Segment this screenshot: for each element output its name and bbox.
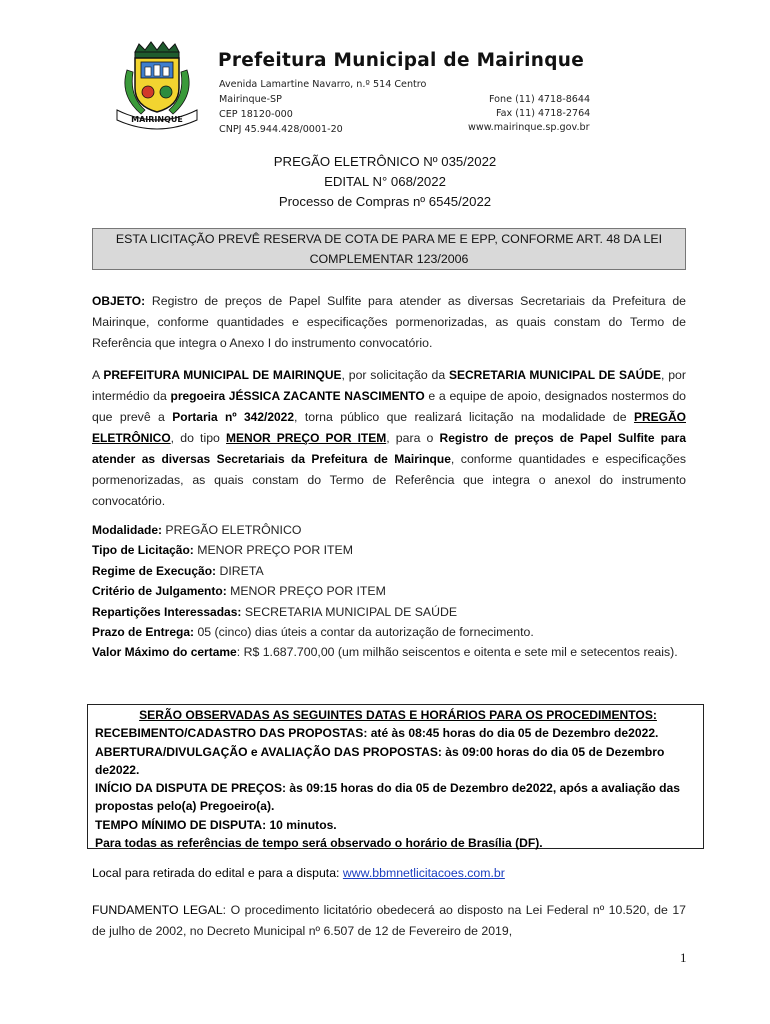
page-number: 1 [680,950,687,965]
modalidade-row [92,520,686,540]
processo-title: Processo de Compras nº 6545/2022 [278,194,492,209]
document-titles [0,152,770,212]
valor-label: Valor Máximo do certame [92,645,237,660]
fundamento-label: FUNDAMENTO LEGAL [92,903,223,917]
modalidade-label: Modalidade: [92,523,163,537]
tipo-value: MENOR PREÇO POR ITEM [193,543,353,558]
modalidade-ref: PREGÃO ELETRÔNICO [92,410,686,445]
intro-text-1: A [92,368,104,382]
prefeitura-name: PREFEITURA MUNICIPAL DE MAIRINQUE [103,368,342,382]
header-phone: Fone (11) 4718-8644 [489,94,591,105]
header-cep: CEP 18120-000 [219,109,293,120]
regime-value: DIRETA [216,563,264,578]
header-website: www.mairinque.sp.gov.br [468,122,590,133]
tipo-ref: MENOR PREÇO POR ITEM [226,431,387,445]
reparticoes-label: Repartições Interessadas: [92,604,242,619]
schedule-line-brasilia: Para todas as referências de tempo será observado o horário de Brasília (DF). [95,836,543,851]
intro-text-3: , por intermédio da [92,368,686,403]
header-cnpj: CNPJ 45.944.428/0001-20 [219,124,343,135]
pregoeira-name: pregoeira JÉSSICA ZACANTE NASCIMENTO [170,389,425,403]
schedule-line-disputa: INÍCIO DA DISPUTA DE PREÇOS: às 09:15 horas do dia 05 de Dezembro de2022, após a avaliação das propostas pelo(a) Pregoeiro(a). [95,781,680,814]
prazo-row [92,622,686,642]
quota-banner [92,228,686,270]
pregao-title: PREGÃO ELETRÔNICO Nº 035/2022 [273,154,497,169]
municipal-logo [105,40,210,135]
fundamento-text: : O procedimento licitatório obedecerá ao disposto na Lei Federal nº 10.520, de 17 de julho de 2002, no Decreto Municipal nº 6.507 de 12 de Fevereiro de 2019, [92,903,686,938]
registro-ref: Registro de preços de Papel Sulfite para atender as diversas Secretariais da Prefeitura de Mairinque [92,431,686,466]
modalidade-value: PREGÃO ELETRÔNICO [162,523,302,537]
intro-text-5: , torna público que realizará licitação na modalidade de [294,410,634,424]
criterio-label: Critério de Julgamento: [92,584,227,599]
schedule-line-tempo: TEMPO MÍNIMO DE DISPUTA: 10 minutos. [95,817,337,832]
tipo-label: Tipo de Licitação: [92,543,194,558]
intro-text-6: , do tipo [170,431,227,445]
schedule-line-abertura: ABERTURA/DIVULGAÇÃO e AVALIAÇÃO DAS PROPOSTAS: às 09:00 horas do dia 05 de Dezembro de2022. [95,744,665,777]
reparticoes-row [92,602,686,622]
intro-text-8: , conforme quantidades e especificações pormenorizadas, as quais constam do Termo de Referência que integra o anexol do instrumento convocatório. [92,452,686,508]
secretaria-name: SECRETARIA MUNICIPAL DE SAÚDE [448,368,661,382]
objeto-text: Registro de preços de Papel Sulfite para atender as diversas Secretariais da Prefeitura de Mairinque, conforme quantidades e especificações pormenorizadas, as quais constam do Termo de Referência que integra o Anexo I do instrumento convocatório. [92,294,686,350]
intro-text-4: e a equipe de apoio, designados nostermos do que prevê a [92,389,686,424]
objeto-label: OBJETO: [92,294,146,308]
valor-row [92,642,686,662]
regime-label: Regime de Execução: [92,563,217,578]
schedule-box [87,704,704,849]
criterio-row [92,581,686,601]
svg-text:MAIRINQUE: MAIRINQUE [131,115,183,124]
objeto-paragraph [92,291,686,354]
prazo-value: 05 (cinco) dias úteis a contar da autorização de fornecimento. [194,625,534,640]
intro-text-2: , por solicitação da [341,368,449,382]
intro-text-7: , para o [386,431,440,445]
header-city: Mairinque-SP [219,94,282,105]
header-title: Prefeitura Municipal de Mairinque [218,50,585,71]
edital-title: EDITAL N° 068/2022 [324,174,446,189]
portaria-ref: Portaria nº 342/2022 [172,410,295,424]
header-address: Avenida Lamartine Navarro, n.º 514 Centro [219,79,427,90]
local-label: Local para retirada do edital e para a disputa: [92,866,343,880]
intro-paragraph [92,365,686,512]
reparticoes-value: SECRETARIA MUNICIPAL DE SAÚDE [241,604,458,619]
valor-value: : R$ 1.687.700,00 (um milhão seiscentos e oitenta e sete mil e setecentos reais). [236,645,678,660]
prazo-label: Prazo de Entrega: [92,625,195,640]
local-line [92,866,505,880]
bbmnet-link[interactable]: www.bbmnetlicitacoes.com.br [342,866,505,880]
schedule-line-recebimento: RECEBIMENTO/CADASTRO DAS PROPOSTAS: até às 08:45 horas do dia 05 de Dezembro de2022. [95,726,659,741]
fundamento-paragraph [92,900,686,942]
tipo-row [92,540,686,560]
schedule-heading: SERÃO OBSERVADAS AS SEGUINTES DATAS E HORÁRIOS PARA OS PROCEDIMENTOS: [139,708,657,722]
quota-banner-text: ESTA LICITAÇÃO PREVÊ RESERVA DE COTA DE PARA ME E EPP, CONFORME ART. 48 DA LEI COMPLEMENTAR 123/2006 [115,232,663,266]
header-fax: Fax (11) 4718-2764 [496,108,591,119]
criterio-value: MENOR PREÇO POR ITEM [226,584,386,599]
regime-row [92,561,686,581]
details-list [92,520,686,663]
